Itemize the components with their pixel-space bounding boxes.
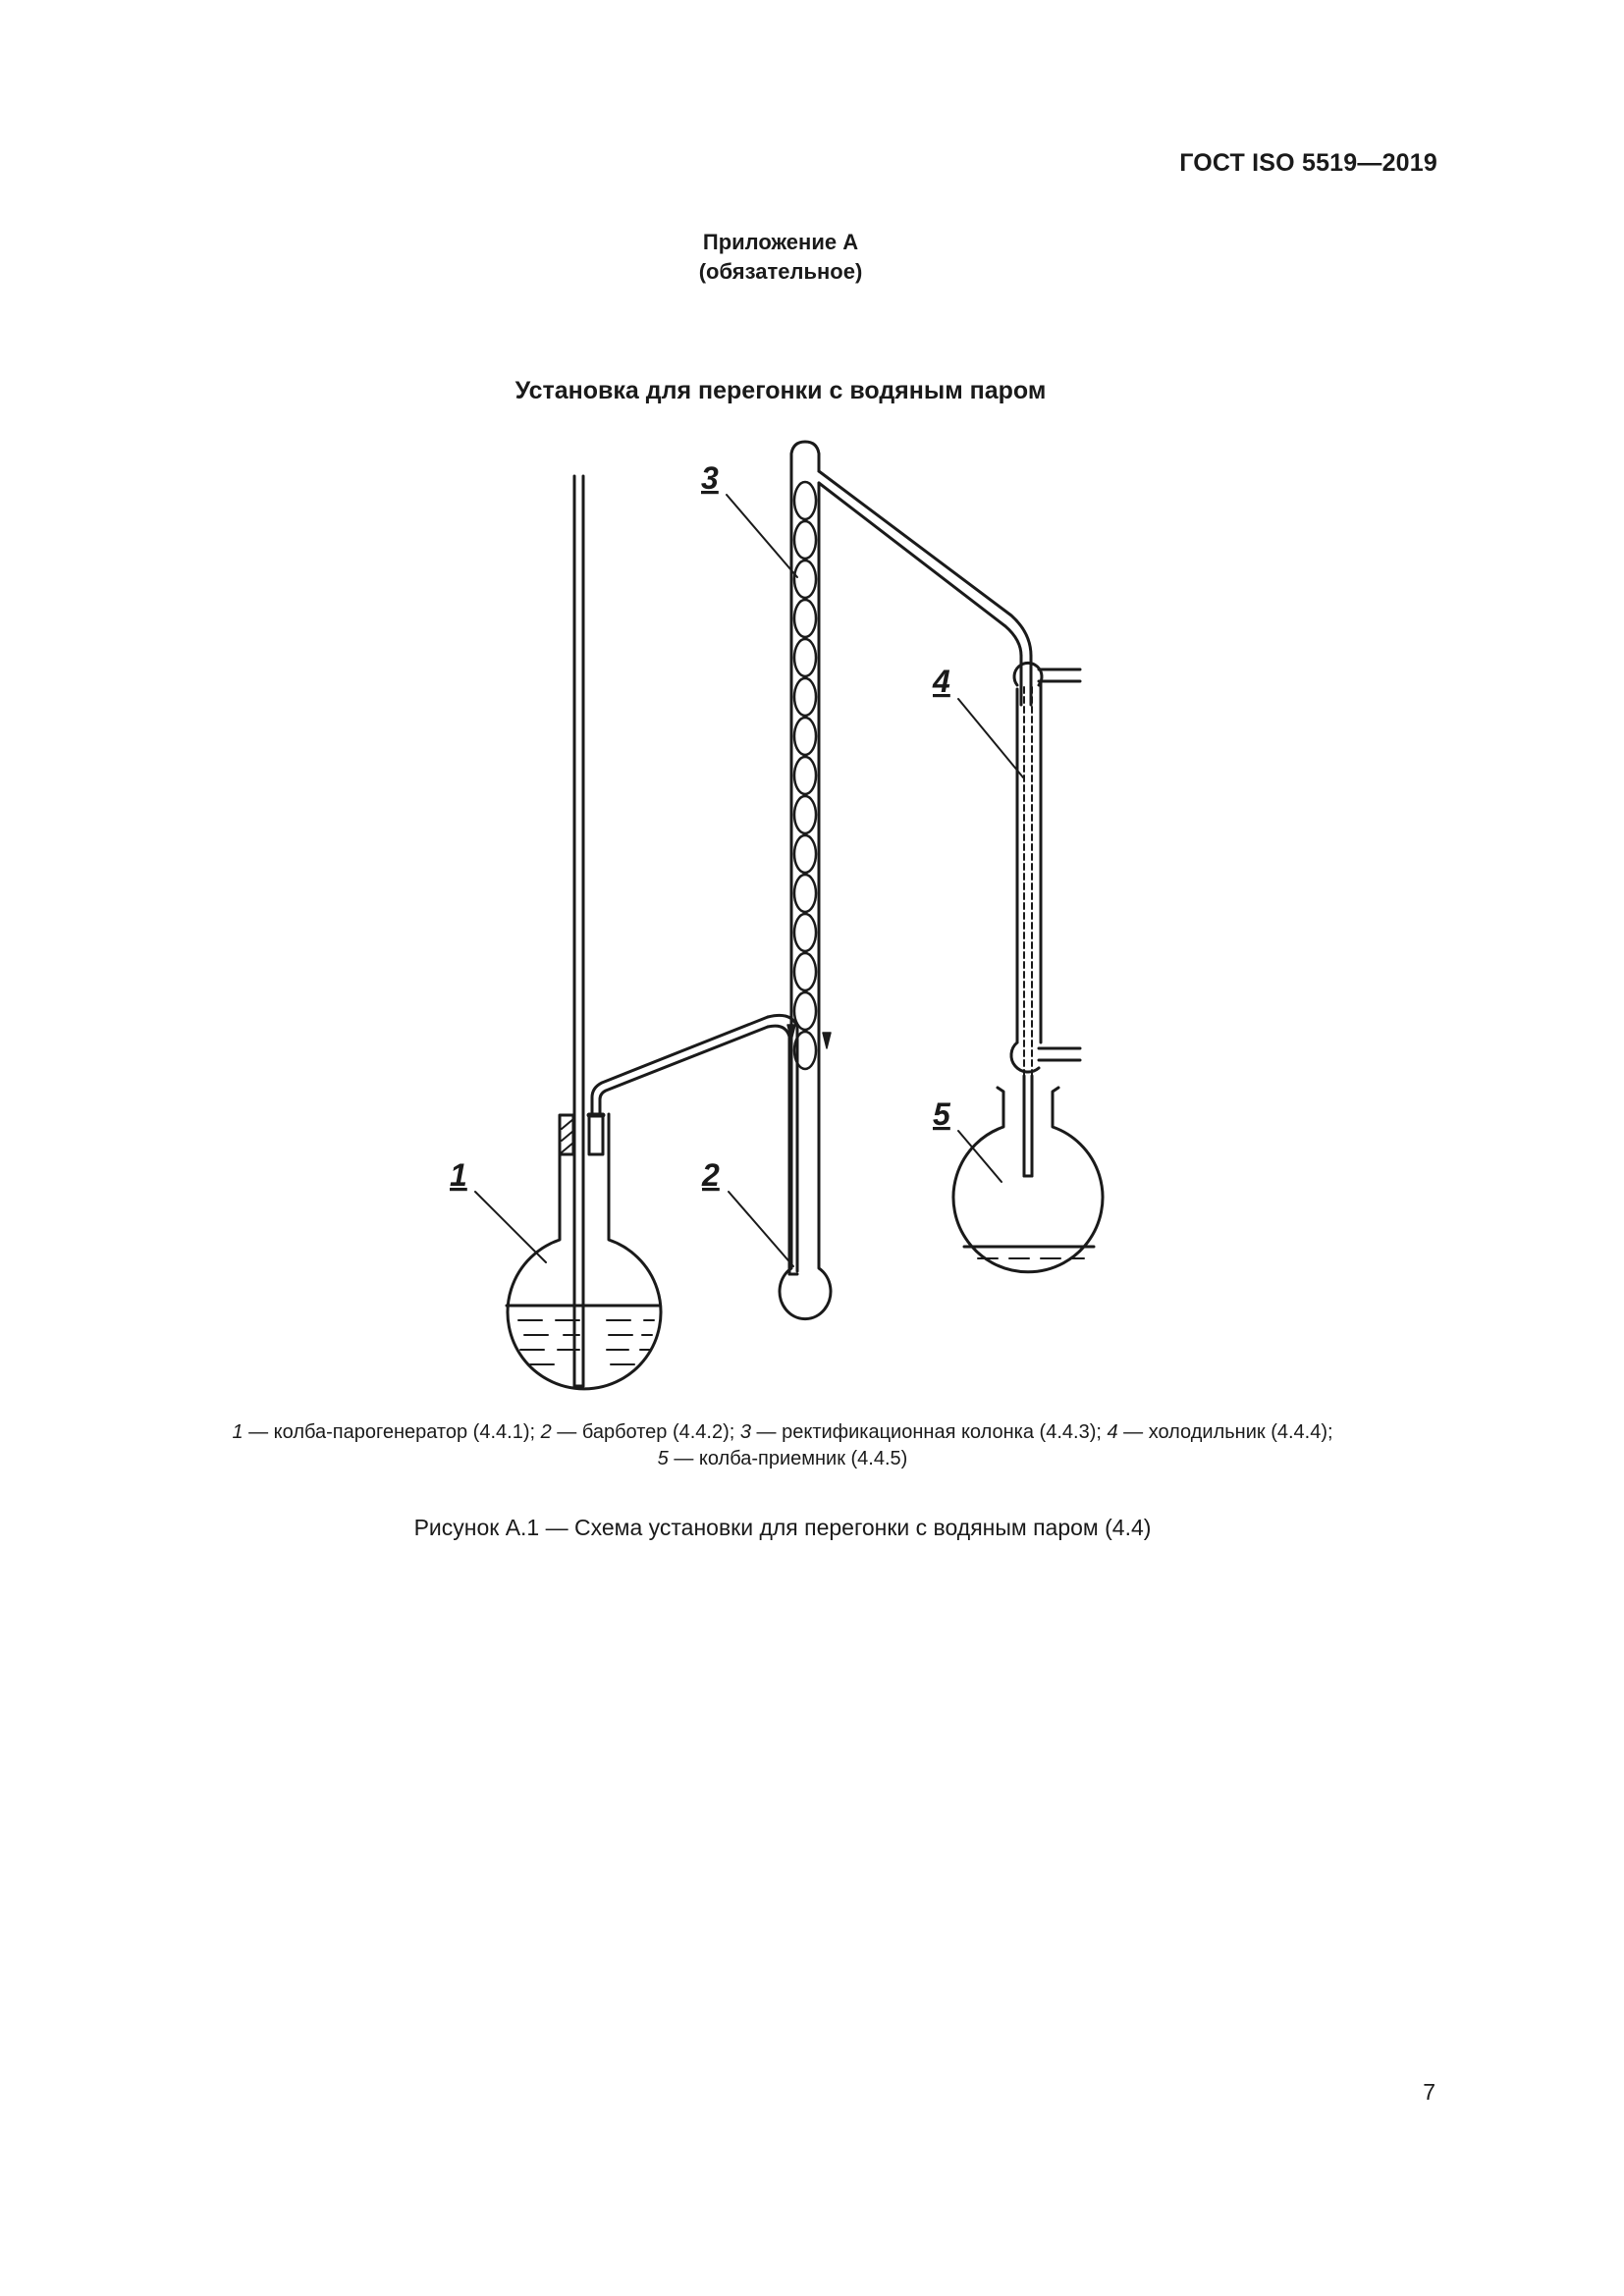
legend-text-5: — колба-приемник (4.4.5): [668, 1448, 908, 1469]
column-beads: [794, 482, 816, 1069]
column-bead: [794, 639, 816, 676]
standard-code: ГОСТ ISO 5519—2019: [1179, 149, 1437, 177]
annex-title: Приложение А: [702, 230, 859, 254]
svg-text:2: 2: [702, 1157, 720, 1193]
receiver-flask: [953, 1088, 1103, 1272]
bubbler: [768, 1015, 831, 1318]
label-1: [450, 1157, 546, 1262]
column-bead: [794, 835, 816, 873]
column-bead: [794, 561, 816, 598]
label-4: [932, 664, 1023, 777]
label-3: [701, 460, 797, 577]
column-bead: [794, 600, 816, 637]
legend-text-4: — холодильник (4.4.4);: [1117, 1421, 1333, 1443]
column-bead: [794, 482, 816, 519]
annex-status: (обязательное): [698, 259, 863, 284]
column-bead: [794, 953, 816, 990]
column-bead: [794, 718, 816, 755]
condenser: [1011, 656, 1080, 1176]
legend-num-2: 2: [540, 1421, 552, 1443]
column-bead: [794, 914, 816, 951]
legend-text-3: — ректификационная колонка (4.4.3);: [751, 1421, 1108, 1443]
legend-num-1: 1: [232, 1421, 244, 1443]
legend-text-2: — барботер (4.4.2);: [551, 1421, 740, 1443]
page-number: 7: [1423, 2079, 1435, 2105]
svg-text:4: 4: [933, 664, 950, 699]
column-bead: [794, 521, 816, 559]
column-bead: [794, 757, 816, 794]
safety-tube: [574, 476, 583, 1386]
svg-text:1: 1: [450, 1157, 467, 1193]
steam-line: [592, 1017, 768, 1115]
legend-num-3: 3: [739, 1421, 751, 1443]
legend-num-5: 5: [657, 1448, 669, 1469]
legend-line-1: [0, 1419, 1565, 1446]
svg-text:3: 3: [701, 460, 719, 496]
legend-num-4: 4: [1107, 1421, 1118, 1443]
rectifying-column: [787, 442, 1031, 1069]
column-bead: [794, 875, 816, 912]
figure-caption: Рисунок А.1 — Схема установки для перегонки с водяным паром (4.4): [413, 1515, 1152, 1540]
figure-title: Установка для перегонки с водяным паром: [514, 377, 1047, 404]
label-5: [933, 1096, 1001, 1182]
label-2: [701, 1157, 793, 1266]
svg-text:5: 5: [933, 1096, 950, 1132]
legend-line-2: [0, 1446, 1565, 1472]
stopper: [560, 1115, 603, 1154]
figure-legend: [0, 1419, 1565, 1472]
legend-text-1: — колба-парогенератор (4.4.1);: [243, 1421, 541, 1443]
column-bead: [794, 678, 816, 716]
column-bead: [794, 796, 816, 833]
